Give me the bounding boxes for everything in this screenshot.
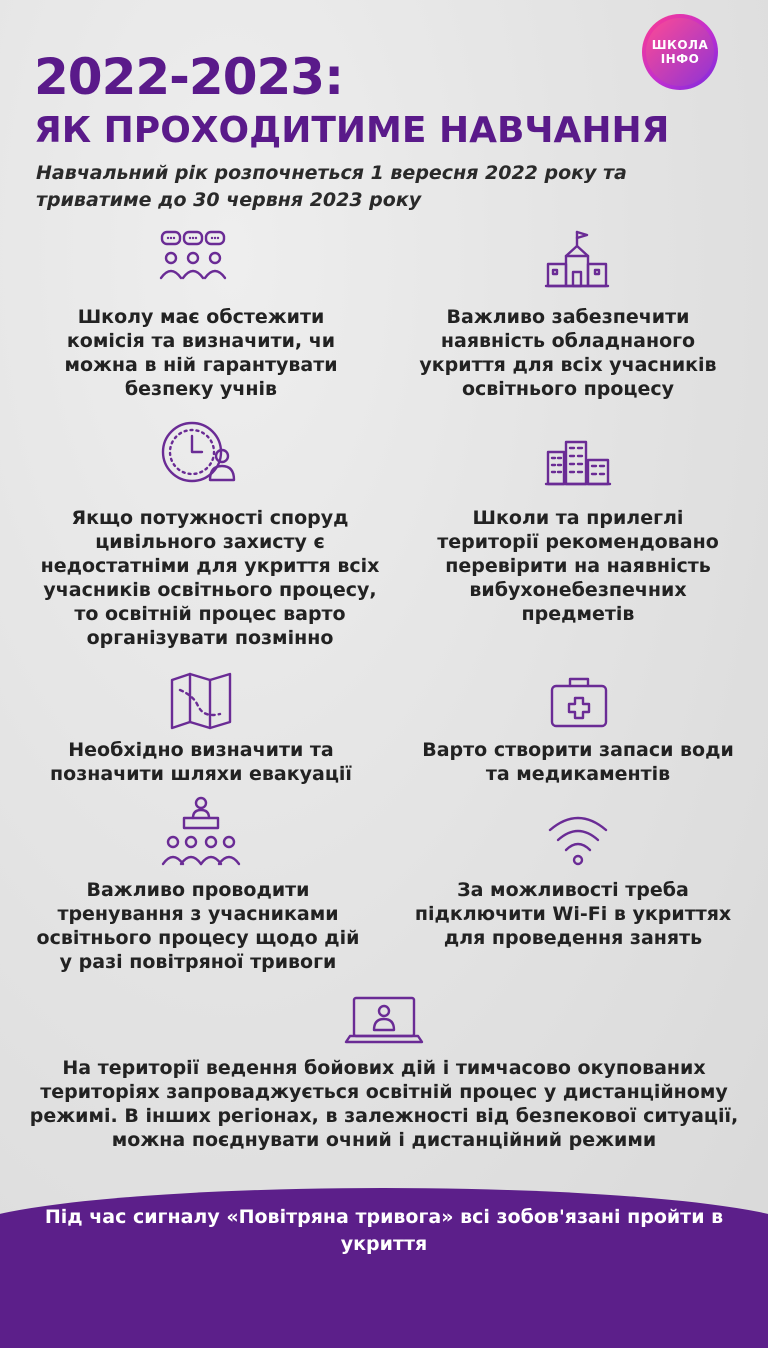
logo-line-1: ШКОЛА <box>651 38 709 52</box>
map-route-icon <box>168 670 234 732</box>
logo-line-2: ІНФО <box>660 52 700 66</box>
info-item-3: Якщо потужності споруд цивільного захисту є недостатніми для укриття всіх учасників освітнього процесу, то освітній процес варто організувати позмінно <box>40 507 380 649</box>
laptop-lesson-icon <box>344 994 424 1048</box>
city-buildings-icon <box>544 438 612 488</box>
wifi-icon <box>546 808 610 868</box>
info-item-9: На території ведення бойових дій і тимчасово окупованих територіях запроваджується освітній процес у дистанційному режимі. В інших регіонах, в залежності від безпекової ситуації, можна поєднувати очний і дистанційний режими <box>29 1057 739 1151</box>
school-building-icon <box>544 228 610 290</box>
info-item-8: За можливості треба підключити Wi-Fi в укриттях для проведення занять <box>414 879 732 949</box>
info-item-4: Школи та прилеглі території рекомендовано перевірити на наявність вибухонебезпечних предметів <box>437 507 719 625</box>
training-group-icon <box>160 794 242 868</box>
chat-people-icon <box>158 226 228 282</box>
clock-person-icon <box>160 418 242 486</box>
info-item-2: Важливо забезпечити наявність обладнаного укриття для всіх учасників освітнього процесу <box>419 306 717 400</box>
first-aid-kit-icon <box>548 674 610 730</box>
page-subtitle-title: ЯК ПРОХОДИТИМЕ НАВЧАННЯ <box>34 110 670 151</box>
page-title: 2022-2023: <box>34 48 344 106</box>
footer-text: Під час сигналу «Повітряна тривога» всі зобов'язані пройти в укриття <box>44 1206 724 1255</box>
intro-text: Навчальний рік розпочнеться 1 вересня 2022 року та триватиме до 30 червня 2023 року <box>36 162 627 211</box>
info-item-6: Варто створити запаси води та медикаментів <box>422 739 734 785</box>
info-item-7: Важливо проводити тренування з учасниками освітнього процесу щодо дій у разі повітряної тривоги <box>36 879 360 973</box>
logo <box>642 14 718 90</box>
info-item-1: Школу має обстежити комісія та визначити, чи можна в ній гарантувати безпеку учнів <box>64 306 338 400</box>
info-item-5: Необхідно визначити та позначити шляхи евакуації <box>50 739 352 785</box>
